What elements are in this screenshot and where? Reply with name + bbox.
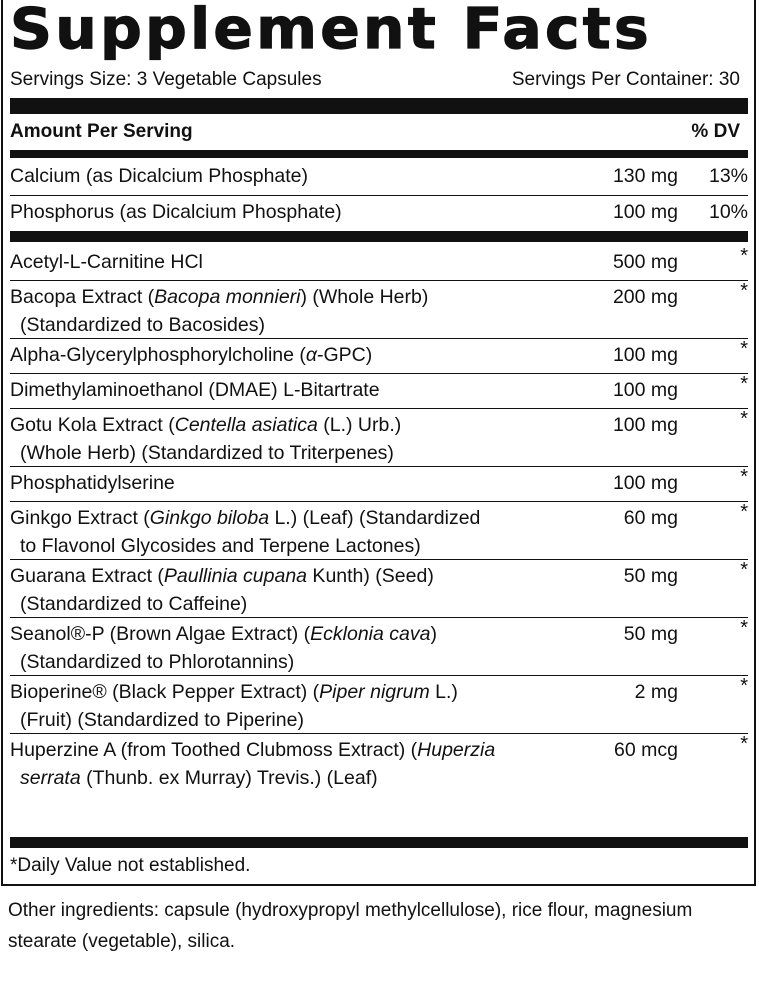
ingredient-name-line: Gotu Kola Extract (Centella asiatica (L.) Urb.) — [10, 414, 402, 436]
row-divider — [10, 675, 748, 676]
ingredient-amount: 60 mg — [623, 507, 678, 529]
ingredient-name — [10, 562, 580, 618]
ingredient-name-line: Huperzine A (from Toothed Clubmoss Extract) (Huperzia — [10, 739, 496, 761]
ingredient-dv: * — [740, 408, 748, 430]
row-divider — [10, 338, 748, 339]
ingredient-dv: * — [740, 733, 748, 755]
ingredient-amount: 100 mg — [612, 379, 678, 401]
ingredient-amount: 50 mg — [623, 565, 678, 587]
thick-divider — [10, 98, 748, 114]
scientific-name: Ginkgo biloba — [149, 507, 270, 529]
scientific-name: Ecklonia cava — [310, 623, 431, 645]
row-divider — [10, 373, 748, 374]
nutrient-amount: 100 mg — [612, 201, 678, 223]
ingredient-dv: * — [740, 675, 748, 697]
medium-divider — [10, 150, 748, 158]
ingredient-name-line: (Standardized to Caffeine) — [20, 593, 248, 615]
serving-size: Servings Size: 3 Vegetable Capsules — [10, 69, 322, 90]
ingredient-dv: * — [740, 245, 748, 267]
ingredient-name-line: Guarana Extract (Paullinia cupana Kunth) (Seed) — [10, 565, 434, 587]
ingredient-name — [10, 469, 580, 497]
ingredient-name — [10, 504, 580, 560]
scientific-name: Centella asiatica — [174, 414, 318, 436]
ingredient-name-line: Bioperine® (Black Pepper Extract) (Piper nigrum L.) — [10, 681, 458, 703]
ingredient-dv: * — [740, 559, 748, 581]
row-divider — [10, 408, 748, 409]
ingredient-amount: 100 mg — [612, 414, 678, 436]
ingredient-name-line: Alpha-Glycerylphosphorylcholine (α-GPC) — [10, 344, 373, 366]
servings-per-container: Servings Per Container: 30 — [511, 69, 740, 90]
ingredient-dv: * — [740, 280, 748, 302]
ingredient-name-line: Acetyl-L-Carnitine HCl — [10, 251, 203, 273]
ingredient-name — [10, 341, 580, 369]
dv-header: % DV — [691, 121, 740, 142]
nutrient-amount: 130 mg — [612, 165, 678, 187]
ingredient-name — [10, 411, 580, 467]
ingredient-dv: * — [740, 466, 748, 488]
bottom-thick-divider — [10, 837, 748, 848]
scientific-name: Piper nigrum — [319, 681, 430, 703]
ingredient-amount: 100 mg — [612, 472, 678, 494]
ingredient-dv: * — [740, 338, 748, 360]
scientific-name: Huperzia — [417, 739, 496, 761]
scientific-name: serrata — [20, 767, 81, 789]
row-divider — [10, 617, 748, 618]
ingredient-amount: 100 mg — [612, 344, 678, 366]
ingredient-name — [10, 736, 580, 792]
ingredient-name-line: (Fruit) (Standardized to Piperine) — [20, 709, 304, 731]
footnote: *Daily Value not established. — [10, 855, 251, 876]
ingredient-name — [10, 376, 580, 404]
ingredient-amount: 50 mg — [623, 623, 678, 645]
row-divider — [10, 195, 748, 196]
nutrient-name: Phosphorus (as Dicalcium Phosphate) — [10, 201, 342, 223]
other-ingredients: Other ingredients: capsule (hydroxypropyl methylcellulose), rice flour, magnesium stearate (vegetable), silica. — [8, 900, 693, 952]
ingredient-name-line: Seanol®-P (Brown Algae Extract) (Ecklonia cava) — [10, 623, 437, 645]
ingredient-name-line: Dimethylaminoethanol (DMAE) L-Bitartrate — [10, 379, 380, 401]
ingredient-dv: * — [740, 617, 748, 639]
ingredient-amount: 2 mg — [634, 681, 678, 703]
ingredient-name — [10, 678, 580, 734]
ingredient-name-line: Phosphatidylserine — [10, 472, 175, 494]
ingredient-name — [10, 620, 580, 676]
row-divider — [10, 466, 748, 467]
row-divider — [10, 559, 748, 560]
row-divider — [10, 280, 748, 281]
scientific-name: Bacopa monnieri — [154, 286, 301, 308]
ingredient-name — [10, 248, 580, 276]
ingredient-name-line: (Whole Herb) (Standardized to Triterpenes) — [20, 442, 394, 464]
scientific-name: Paullinia cupana — [163, 565, 308, 587]
ingredient-amount: 60 mcg — [614, 739, 678, 761]
ingredient-name-line: to Flavonol Glycosides and Terpene Lactones) — [20, 535, 421, 557]
ingredient-name — [10, 283, 580, 339]
nutrient-name: Calcium (as Dicalcium Phosphate) — [10, 165, 309, 187]
amount-per-serving-header: Amount Per Serving — [10, 121, 193, 142]
label-title: Supplement Facts — [10, 0, 652, 62]
ingredient-name-line: Ginkgo Extract (Ginkgo biloba L.) (Leaf) (Standardized — [10, 507, 481, 529]
nutrient-dv: 10% — [708, 201, 748, 223]
thick-divider — [10, 231, 748, 242]
ingredient-dv: * — [740, 373, 748, 395]
ingredient-dv: * — [740, 501, 748, 523]
scientific-name: α — [305, 344, 318, 366]
nutrient-dv: 13% — [708, 165, 748, 187]
ingredient-name-line: Bacopa Extract (Bacopa monnieri) (Whole Herb) — [10, 286, 429, 308]
ingredient-name-line: (Standardized to Bacosides) — [20, 314, 265, 336]
ingredient-name-line: (Standardized to Phlorotannins) — [20, 651, 295, 673]
ingredient-amount: 500 mg — [612, 251, 678, 273]
row-divider — [10, 733, 748, 734]
ingredient-name-line: serrata (Thunb. ex Murray) Trevis.) (Leaf) — [20, 767, 378, 789]
row-divider — [10, 501, 748, 502]
ingredient-amount: 200 mg — [612, 286, 678, 308]
